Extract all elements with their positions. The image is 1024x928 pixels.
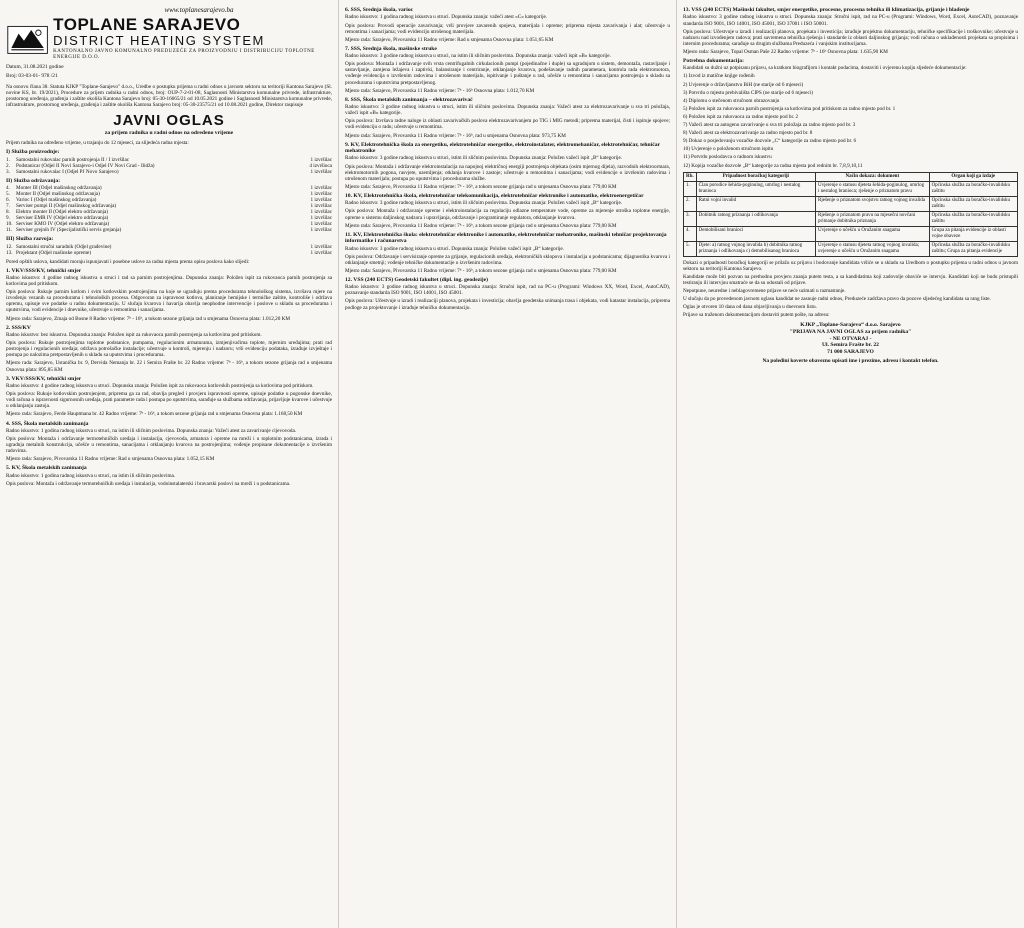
- position-count: 1 izvršilac: [310, 185, 332, 192]
- section-requirements: Radno iskustvo: 1 godina radnog iskustva u struci, na istim ili sličnim poslovima. Dopunska znanja: Važeći atest za zavarivanje cijevovoda.: [6, 427, 297, 434]
- position-count: 1 izvršilac: [310, 168, 332, 175]
- table-cell: Uvjerenje o statusu djeteta ratnog vojnog invalida; uvjerenje o učešću u Oružanim snagama: [816, 241, 930, 256]
- closing-paragraph: Kandidate može biti pozvan na prethodnu provjeru znanja putem testa, a sa kandidatima koji zadovolje obaviće se intervju. Kandidati koji ne budu pristupili testiranju ili intervjuu smatraće se da su odustali od prijave.: [683, 273, 1018, 286]
- table-cell: Rješenje o priznatom pravu na mjesečni novčani primanje dobitnika priznanja: [816, 211, 930, 226]
- position-title: Serviser pumpi II (Odjel mašinskog održavanja): [16, 203, 117, 210]
- section-duties: Opis poslova: Montaža i održavanje termotehničkih uređaja i instalacija, vodoinstalaterski i bravarski poslovi na mreži i u podstanicama.: [6, 480, 291, 487]
- section-duties: Opis poslova: Izvršava radne naloge iz oblasti zavarivačkih poslova elektrozavarivanjem po TIG i MIG metodi; priprema materijal, čisti i ispituje spojeve; vodi evidenciju o radu; učestvuje u remontima.: [345, 118, 670, 131]
- company-logo: [6, 16, 332, 61]
- closing-paragraph: Prijave sa traženom dokumentacijom dostaviti putem pošte, na adresu:: [683, 312, 830, 319]
- brand-subtitle: DISTRICT HEATING SYSTEM: [53, 33, 265, 48]
- section-duties: Opis poslova: Održavanje i servisiranje opreme za grijanje, regulacionih uređaja, elektroničkih sklopova i instalacija u podstanicama; dijagnostika kvarova i otklanjanje smetnji; vođenje tehničke dokumentacije o izvršenim radovima.: [345, 253, 670, 266]
- closing-paragraph: Nepotpune, neuredne i neblagovremene prijave se neće uzimati u razmatranje.: [683, 287, 846, 294]
- position-title: Samostalni rukovalac I (Odjel PJ Novo Sarajevo): [16, 168, 119, 175]
- list-group-2: II) Služba održavanja:: [6, 177, 61, 184]
- col1-sections: [6, 268, 332, 487]
- docs-list-item: 4) Diplomu o stečenom stručnom obrazovanju: [683, 97, 780, 104]
- address-line-3: - NE OTVARAJ -: [829, 335, 872, 342]
- table-cell: Uvjerenje o učešću u Oružanim snagama: [816, 226, 930, 241]
- section-duties: Opis poslova: Rukuje parnim kotlom i svim kotlovskim postrojenjima na koje se ugrađuju prema procedurama tehnološkog sistema, izvršava mjere na izvođenju vezanih sa procedurama i tehnoloških procesa. Odgovoran za ispravnost kotlova, planiranje hemijske i termičke zaštite, kontroliše i održava opremu, upisuje sve podatke u radnu dokumentaciju. U slučaju kvarova i havarija obavlja neophodne intervencije i poslove u skladu sa procedurama i uputstvima, vodi evidencije i dnevnike, učestvuje u remontima i sanacijama.: [6, 289, 332, 314]
- section-duties: Opis poslova: Montaža i održavanje termotehničkih uređaja i instalacija, cjevovoda, armatura i opreme na mreži i u toplotnim podstanicama, izrada i ugradnja metalnih konstrukcija, učešće u remontima, sanacijama i otklanjanju kvarova na postrojenjima; vođenje propisane dokumentacije o izvršenim radovima.: [6, 436, 332, 455]
- section-duties: Opis poslova: Rukuje postrojenjima toplotne podstanice, pumpama, regulacionim armaturama, izmjenjivačima toplote, mjernim uređajima; prati rad postrojenja i regulacionih uređaja; održava potrošačke instalacije; učestvuje u kontroli, mjerenju i nadzoru; vrši evidenciju podataka, izrađuje izvještaje i postupa po nalozima pretpostavljenih u skladu sa uputstvima i procedurama.: [6, 340, 332, 359]
- position-number: 9.: [6, 215, 10, 222]
- table-cell: Grupa za pitanja evidencije iz oblasti vojne obaveze: [929, 226, 1017, 241]
- column-3: [676, 0, 1024, 928]
- section-heading: 6. SSS, Srednja škola, varioc: [345, 7, 414, 13]
- section-requirements: Radno iskustvo: 3 godine radnog iskustva u struci. Dopunska znanja: Stručni ispit, rad na PC-u (Programi: Windows XX, Word, Excel, AutoCAD), poznavanje standarda ISO 9001, ISO 14001, ISO 45001.: [345, 284, 670, 297]
- section-place-salary: Mjesto rada: Sarajevo, Ustanička br. 9, Dervida Nemanja br. 22 i Semira Frašte br. 22 Radno vrijeme: 7ʰ - 16ʰ, a tokom sezone grijanja rad u smjenama Osnovna plata: 895,85 KM: [6, 360, 332, 373]
- section-duties: Opis poslova: Montaža i održavanje svih vrsta centrifugalnih cirkulacionih pumpi (pojedinačne i duple) sa ugradnjom u sistem, demontaža, rastavljanje i sastavljanje, zamjena ležajeva i zaptivki, balansiranje i centriranje, otklanjanje kvarova, podešavanje radnih parametara, kontrola rada elektromotora, vođenje evidencija o izvršenim radovima i utrošenom materijalu, ispitivanje i puštanje u rad, učešće u remontima i sanacijama postrojenja u skladu sa procedurama i uputstvima pretpostavljenog.: [345, 61, 670, 86]
- docs-list: [683, 73, 1018, 168]
- page-title: JAVNI OGLAS: [113, 112, 225, 130]
- table-cell: Uvjerenje o statusu djeteta šehida-poginulog, umrlog i nestalog branioca; rješenje o priznatom pravu: [816, 181, 930, 196]
- table-row: [684, 241, 1018, 256]
- website-url: www.toplanesarajevo.ba: [164, 6, 234, 14]
- intro-paragraph: Na osnovu člana 38. Statuta KJKP "Toplane-Sarajevo" d.o.o., Uredbe o postupku prijema u radni odnos u javnom sektoru na teritoriji Kantona Sarajevo (Sl. novine KS, br. 19/2021), Procedure za prijem radnika u radni odnos, broj: OUP-7-2-01-08, Saglasnosti Ministarstva komunalne privrede, infrastrukture, prostornog uređenja, građenja i zaštite okoliša Kantona Sarajevo broj: 05-30-16665/21 od 10.05.2021 godine i Saglasnosti Ministarstva komunalne privrede, infrastrukture, prostornog uređenja, građenja i zaštite okoliša Kantona Sarajevo broj: 05-30-23575/21 od 10.08.2021 godine, Direktor raspisuje: [6, 83, 332, 109]
- col2-sections: [345, 7, 670, 311]
- position-row: [6, 169, 332, 175]
- docs-list-item: 3) Potvrdu o mjestu prebivališta CIPS (ne starije od 6 mjeseci): [683, 89, 813, 96]
- section-heading: 12. VSS (240 ECTS) Geodetski fakultet (dipl. ing. geodezije): [345, 276, 489, 283]
- section-requirements: Radno iskustvo: 3 godine radnog iskustva u struci. Dopunska znanja: Položen važeći ispit „B“ kategorije.: [345, 245, 564, 252]
- docs-list-item: 9) Dokaz o posjedovanju vozačke dozvole „C“ kategorije za radno mjesto pod br. 6: [683, 138, 857, 145]
- section-duties: Opis poslova: Montaža i održavanje opreme i elektroinstalacija za regulaciju odlazne temperature vode, opreme za mjerenje utroška toplotne energije, opreme u sistemu daljinskog nadzora i upravljanja, održavanje i programiranje regulatora, otklanjanje kvarova.: [345, 208, 670, 221]
- section-requirements: Radno iskustvo: bez iskustva. Dopunska znanja: Položen ispit za rukovaoca parnih postrojenja sa kotlovima pod pritiskom.: [6, 332, 262, 339]
- position-title: Projektant (Odjel mašinske opreme): [16, 249, 92, 256]
- position-count: 1 izvršilac: [310, 197, 332, 204]
- position-number: 12.: [6, 243, 13, 250]
- section-requirements: Radno iskustvo: 3 godine radnog iskustva u struci, istim ili sličnim poslovima. Dopunska znanja: Položen važeći ispit „B“ kategorije.: [345, 200, 623, 207]
- table-cell: Općinska služba za boračko-invalidsku zaštitu: [929, 211, 1017, 226]
- section-heading: 3. VKV/SSS/KV, tehnički smjer: [6, 375, 82, 382]
- section-requirements: Radno iskustvo: 3 godine radnog iskustva u struci, na istim ili sličnim poslovima. Dopunska znanja: važeći ispit «B» kategorije.: [345, 53, 611, 60]
- table-cell: Demobilisani branioci: [696, 226, 815, 241]
- position-number: 2.: [6, 162, 10, 169]
- footer-note: Na poleđini koverte obavezno upisati ime i prezime, adresu i kontakt telefon.: [762, 358, 939, 365]
- position-count: 1 izvršilac: [310, 243, 332, 250]
- position-count: 1 izvršilac: [310, 221, 332, 228]
- toplane-logo-icon: [6, 19, 49, 59]
- section-heading: 9. KV, Elektrotehnička škola za energetiku, elektrotehničar energetike, elektroinstalater, elektromehaničar, elektrotehničar, tehničar mehatronike: [345, 141, 660, 155]
- position-title: Monter II (Odjel mašinskog održavanja): [16, 191, 100, 198]
- position-number: 7.: [6, 203, 10, 210]
- positions-list-b: [6, 185, 332, 233]
- closing-paragraph: Oglas je otvoren 10 dana od dana objavljivanja u dnevnom listu.: [683, 304, 817, 311]
- document-ref: Broj: 03-03-01- 978 /21: [6, 73, 58, 80]
- table-header-cell: Način dokaza: dokument: [816, 172, 930, 181]
- position-number: 4.: [6, 185, 10, 192]
- docs-heading: Potrebna dokumentacija:: [683, 57, 744, 64]
- table-cell: 4.: [684, 226, 697, 241]
- section-requirements: Radno iskustvo: 1 godina radnog iskustva u struci, na istim ili sličnim poslovima.: [6, 472, 176, 479]
- closing-paragraphs: [683, 260, 1018, 319]
- position-title: Elektro monter II (Odjel elektro održavanja): [16, 209, 109, 216]
- section-requirements: Radno iskustvo: 3 godine radnog iskustva u struci. Dopunska znanja: Stručni ispit, rad na PC-u (Programi: Windows, Word, Excel, AutoCAD), poznavanje standarda ISO 9001, ISO 14001, ISO 45001, ISO 37001 i ISO 50001.: [683, 14, 1018, 27]
- section-requirements: Radno iskustvo: 4 godine radnog iskustva u struci i rad sa parnim postrojenjima. Dopunska znanja: Položen ispit za rukovaoca parnih postrojenja sa kotlovima pod pritiskom.: [6, 275, 332, 288]
- brand-description: KANTONALNO JAVNO KOMUNALNO PREDUZEĆE ZA PROIZVODNJU I DISTRIBUCIJU TOPLOTNE ENERGIJE D.O.O.: [53, 49, 315, 60]
- address-line-5: 71 000 SARAJEVO: [827, 348, 874, 355]
- section-place-salary: Mjesto rada: Sarajevo, Pivovarska 11 Radno vrijeme: 7ʰ - 16ʰ, a tokom sezone grijanja rad u smjenama Osnovna plata: 779,00 KM: [345, 222, 617, 229]
- section-duties: Opis poslova: Rukuje kotlovskim postrojenjem, priprema ga za rad, obavlja pregled i provjeru ispravnosti opreme, upisuje podatke u pogonske dnevnike, vodi računa o ispravnosti sigurnosnih uređaja, prati parametre rada i postupa po uputstvima, sarađuje sa službama održavanja, prijavljuje kvarove i učestvuje u otklanjanju zastoja.: [6, 391, 332, 410]
- section-requirements: Radno iskustvo: 3 godine radnog iskustva u struci, istim ili sličnim poslovima. Dopunska znanja: Važeći atest za elektrozavarivanje u sva tri položaja, važeći ispit «B» kategorije.: [345, 104, 670, 117]
- section-duties: Opis poslova: Montaža i održavanje elektroinstalacija na napojnoj električnoj energiji postrojenja objekata (osim mjernog dijela), razvodnih elektroormara, elektromotornih pogona, rasvjete, uzemljenja; otklanja kvarove i zastoje; učestvuje u remontima i sanacijama; vodi evidencije o izvršenim radovima i utrošenom materijalu; postupa po uputstvima i procedurama službe.: [345, 163, 670, 182]
- table-cell: 1.: [684, 181, 697, 196]
- column-2: [338, 0, 676, 928]
- position-count: 1 izvršilac: [310, 156, 332, 163]
- section-heading: 4. SSS, Škola metalskih zanimanja: [6, 420, 89, 427]
- table-row: [684, 226, 1018, 241]
- section-place-salary: Mjesto rada: Sarajevo, Pivovarska 11 Radno vrijeme: 7ʰ - 16ʰ, a tokom sezone grijanja rad u smjenama Osnovna plata: 779,00 KM: [345, 183, 617, 190]
- position-count: 1 izvršilac: [310, 209, 332, 216]
- position-number: 10.: [6, 221, 13, 228]
- conditions-intro: Pored opštih uslova, kandidati moraju ispunjavati i posebne uslove za radna mjesta prema opisu poslova kako slijedi:: [6, 258, 250, 265]
- position-number: 1.: [6, 156, 10, 163]
- table-header-cell: Organ koji ga izdaje: [929, 172, 1017, 181]
- table-header-row: [684, 172, 1018, 181]
- section-heading: 2. SSS/KV: [6, 324, 31, 331]
- position-number: 11.: [6, 227, 13, 234]
- table-cell: 3.: [684, 211, 697, 226]
- col3-sections: [683, 7, 1018, 55]
- list-group-1: I) Služba proizvodnje:: [6, 149, 60, 156]
- section-duties: Opis poslova: Provodi operacije zavarivanja; vrši provjere zavarenih spojeva, materijala i opreme; priprema mjesta zavarivanja i alat; učestvuje u remontima i sanacijama; vodi evidenciju utrošenog materijala.: [345, 22, 670, 35]
- position-number: 13.: [6, 249, 13, 256]
- position-count: 1 izvršilac: [310, 249, 332, 256]
- docs-intro: Kandidati su dužni uz potpisanu prijavu, sa kratkom biografijom i kontakt podacima, dostaviti i ovjerenu kopiju sljedeće dokumentacije:: [683, 65, 967, 72]
- position-number: 3.: [6, 168, 10, 175]
- list-group-3: III) Služba razvoja:: [6, 236, 54, 243]
- mailing-address: [683, 322, 1018, 355]
- column-1: [0, 0, 338, 928]
- section-place-salary: Mjesto rada: Sarajevo, Pivovarska 11 Radno vrijeme: Rad u smjenama Osnovna plata: 1.052,15 KM: [6, 456, 215, 463]
- position-title: Serviser KMO IV (Odjel elektro održavanja): [16, 221, 110, 228]
- section-duties: Opis poslova: Učestvuje u izradi i realizaciji planova, projekata i investicija; obavlja geodetska snimanja trasa i objekata, vodi katastar instalacija, priprema podloge za projektovanje i izrađuje tehničku dokumentaciju.: [345, 298, 670, 311]
- table-cell: 2.: [684, 196, 697, 211]
- section-heading: 13. VSS (240 ECTS) Mašinski fakultet, smjer energetike, procesne, procesna tehnika ili klimatizacija, grijanje i hlađenje: [683, 7, 970, 13]
- docs-list-item: 12) Kopija vozačke dozvole „B“ kategorije za radna mjesta pod rednim br. 7,8,9,10,11: [683, 162, 863, 169]
- section-heading: 8. SSS, Škola metalskih zanimanja – elektrozavarivač: [345, 96, 473, 103]
- docs-list-item: 5) Položen ispit za rukovaoca parnih postrojenja sa kotlovima pod pritiskom za radno mjesto pod br. 1: [683, 105, 896, 112]
- address-line-1: KJKP „Toplane-Sarajevo“ d.o.o. Sarajevo: [800, 322, 901, 329]
- position-number: 8.: [6, 209, 10, 216]
- table-body: [684, 181, 1018, 256]
- section-heading: 5. KV, Škola metalskih zanimanja: [6, 465, 87, 472]
- section-heading: 11. KV, Elektrotehnička škola: elektrotehničar elektronike i automatike, elektrotehničar mehatronike, mašinski tehničar projektovanja informatike i računarstva: [345, 231, 667, 245]
- closing-paragraph: Dokazi o pripadnosti boračkoj kategoriji se prilažu uz prijavu i bodovanje kandidata vršiće se u skladu sa Uredbom o postupku prijema u radni odnos u javnom sektoru na teritoriji Kantona Sarajevo.: [683, 259, 1018, 272]
- position-count: 1 izvršilac: [310, 215, 332, 222]
- position-title: Podstanicar (Odjel II Novi Sarajevo-i Odjel IV Novi Grad - Ilidža): [16, 162, 155, 169]
- position-count: 1 izvršilac: [310, 191, 332, 198]
- docs-list-item: 2) Uvjerenje o državljanstvu BiH (ne starije od 6 mjeseci): [683, 81, 804, 88]
- position-title: Serviser EMR IV (Odjel elektro održavanja): [16, 215, 109, 222]
- docs-list-item: 8) Važeći atest za elektrozavarivanje za radno mjesto pod br. 8: [683, 130, 813, 137]
- position-count: 4 izvršioca: [309, 162, 332, 169]
- section-place-salary: Mjesto rada: Sarajevo, Pivovarska 11 Radno vrijeme: 7ʰ - 16ʰ Osnovna plata: 1.012,70 KM: [345, 87, 535, 94]
- section-place-salary: Mjesto rada: Sarajevo, Pivovarska 11 Radno vrijeme: 7ʰ - 16ʰ, rad u smjenama Osnovna plata: 973,75 KM: [345, 132, 566, 139]
- table-cell: Ratni vojni invalid: [696, 196, 815, 211]
- table-header-cell: Pripadnost boračkoj kategoriji: [696, 172, 815, 181]
- position-title: Serviser grejnih IV (Specijalistički servis grejanja): [16, 227, 122, 234]
- position-title: Monter III (Odjel mašinskog održavanja): [16, 185, 102, 192]
- docs-list-item: 6) Položen ispit za rukovaoca za radno mjesto pod br. 2: [683, 113, 799, 120]
- position-title: Samostalni rukovalac parnih postrojenja II / I izvršilac: [16, 156, 130, 163]
- table-cell: Općinska služba za boračko-invalidsku zaštitu: [929, 181, 1017, 196]
- section-requirements: Radno iskustvo: 1 godina radnog iskustva u struci. Dopunska znanja: važeći atest «C» kategorije.: [345, 14, 548, 21]
- positions-list-c: [6, 244, 332, 256]
- table-cell: Općinska služba za boračko-invalidsku zaštitu: [929, 196, 1017, 211]
- table-row: [684, 211, 1018, 226]
- section-requirements: Radno iskustvo: 3 godine radnog iskustva u struci, istim ili sličnim poslovima. Dopunska znanja: Položen važeći ispit „B“ kategorije.: [345, 155, 623, 162]
- docs-list-item: 1) Izvod iz matične knjige rođenih: [683, 73, 755, 80]
- table-cell: 5.: [684, 241, 697, 256]
- address-line-2: "PRIJAVA NA JAVNI OGLAS za prijem radnika": [789, 328, 912, 335]
- table-header-cell: Rb.: [684, 172, 697, 181]
- section-heading: 7. SSS, Srednja škola, mašinske struke: [345, 45, 437, 52]
- section-heading: 10. KV, Elektrotehnička škola, elektrotehničar telekomunikacija, elektrotehničar elektronike i automatike, elektroenergetičar: [345, 192, 644, 199]
- table-cell: Član porodice šehida-poginulog, umrlog i nestalog branioca: [696, 181, 815, 196]
- table-cell: Dobitnik ratnog priznanja i odlikovanja: [696, 211, 815, 226]
- section-place-salary: Mjesto rada: Sarajevo, Pivovarska 11 Radno vrijeme: Rad u smjenama Osnovna plata: 1.051,65 KM: [345, 36, 554, 43]
- position-row: [6, 250, 332, 256]
- category-table: [683, 172, 1018, 257]
- position-count: 1 izvršilac: [310, 227, 332, 234]
- section-heading: 1. VKV/SSS/KV, tehnički smjer: [6, 267, 82, 274]
- position-number: 5.: [6, 191, 10, 198]
- section-place-salary: Mjesto rada: Sarajevo, Ferde Hauptmana br. 42 Radno vrijeme: 7ʰ - 16ʰ, a tokom sezone grijanja rad u smjenama Osnovna plata: 1.168,50 KM: [6, 411, 303, 418]
- position-title: Varioc I (Odjel mašinskog održavanja): [16, 197, 97, 204]
- table-row: [684, 196, 1018, 211]
- position-count: 1 izvršilac: [310, 203, 332, 210]
- docs-list-item: 11) Potvrdu poslodavca o radnom iskustvu: [683, 154, 772, 161]
- document-date: Datum, 31.08.2021 godine: [6, 64, 64, 70]
- section-requirements: Radno iskustvo: 4 godine radnog iskustva u struci. Dopunska znanja: Položen ispit za rukovaoca kotlovskih postrojenja sa kotlovima pod pritiskom.: [6, 383, 314, 390]
- table-row: [684, 181, 1018, 196]
- positions-list-a: [6, 157, 332, 175]
- section-place-salary: Mjesto rada: Sarajevo, Pivovarska 11 Radno vrijeme: 7ʰ - 16ʰ, a tokom sezone grijanja rad u smjenama Osnovna plata: 779,00 KM: [345, 267, 617, 274]
- address-line-4: Ul. Semira Frašte br. 22: [822, 342, 879, 349]
- section-place-salary: Mjesto rada: Sarajevo, Topal Osman Paše 22 Radno vrijeme: 7ʰ - 16ʰ Osnovna plata: 1.635,90 KM: [683, 48, 888, 55]
- section-duties: Opis poslova: Učestvuje u izradi i realizaciji planova, projekata i investicija; izrađuje projektnu dokumentaciju, tehničke specifikacije i troškovnike; učestvuje u nadzoru nad izvođenjem radova; prati savremena tehnička rješenja i standarde iz oblasti daljinskog grijanja; vodi računa o usklađenosti projekata sa propisima i internim procedurama; sarađuje sa drugim službama Preduzeća i vanjskim institucijama.: [683, 28, 1018, 47]
- list-intro: Prijem radnika na određeno vrijeme, u trajanju do 12 mjeseci, za slijedeća radna mjesta:: [6, 140, 189, 147]
- page-subtitle: za prijem radnika u radni odnos na određeno vrijeme: [104, 130, 234, 137]
- brand-name: TOPLANE SARAJEVO: [53, 15, 241, 34]
- position-row: [6, 227, 332, 233]
- docs-list-item: 10) Uvjerenje o položenom stručnom ispitu: [683, 146, 774, 153]
- position-number: 6.: [6, 197, 10, 204]
- docs-list-item: 7) Važeći atest za autogeno zavarivanje u sva tri položaja za radno mjesto pod br. 3: [683, 122, 856, 129]
- table-cell: Općinska služba za boračko-invalidsku zaštitu; Grupa za pitanja evidencije: [929, 241, 1017, 256]
- closing-paragraph: U slučaju da po provedenom javnom oglasu kandidat ne zasnuje radni odnos, Preduzeće zadržava pravo da pozove sljedećeg kandidata sa rang liste.: [683, 296, 991, 303]
- position-title: Samostalni stručni saradnik (Odjel građevine): [16, 243, 112, 250]
- table-cell: Rješenje o priznatom svojstvu ratnog vojnog invalida: [816, 196, 930, 211]
- section-place-salary: Mjesto rada: Sarajevo, Zmaja od Bosne 8 Radno vrijeme: 7ʰ - 16ʰ, a tokom sezone grijanja rad u smjenama Osnovna plata: 1.012,20 KM: [6, 315, 290, 322]
- table-cell: Djete: a) ratnog vojnog invalida b) dobitnika ratnog priznanja i odlikovanja c) demobilisanog branioca: [696, 241, 815, 256]
